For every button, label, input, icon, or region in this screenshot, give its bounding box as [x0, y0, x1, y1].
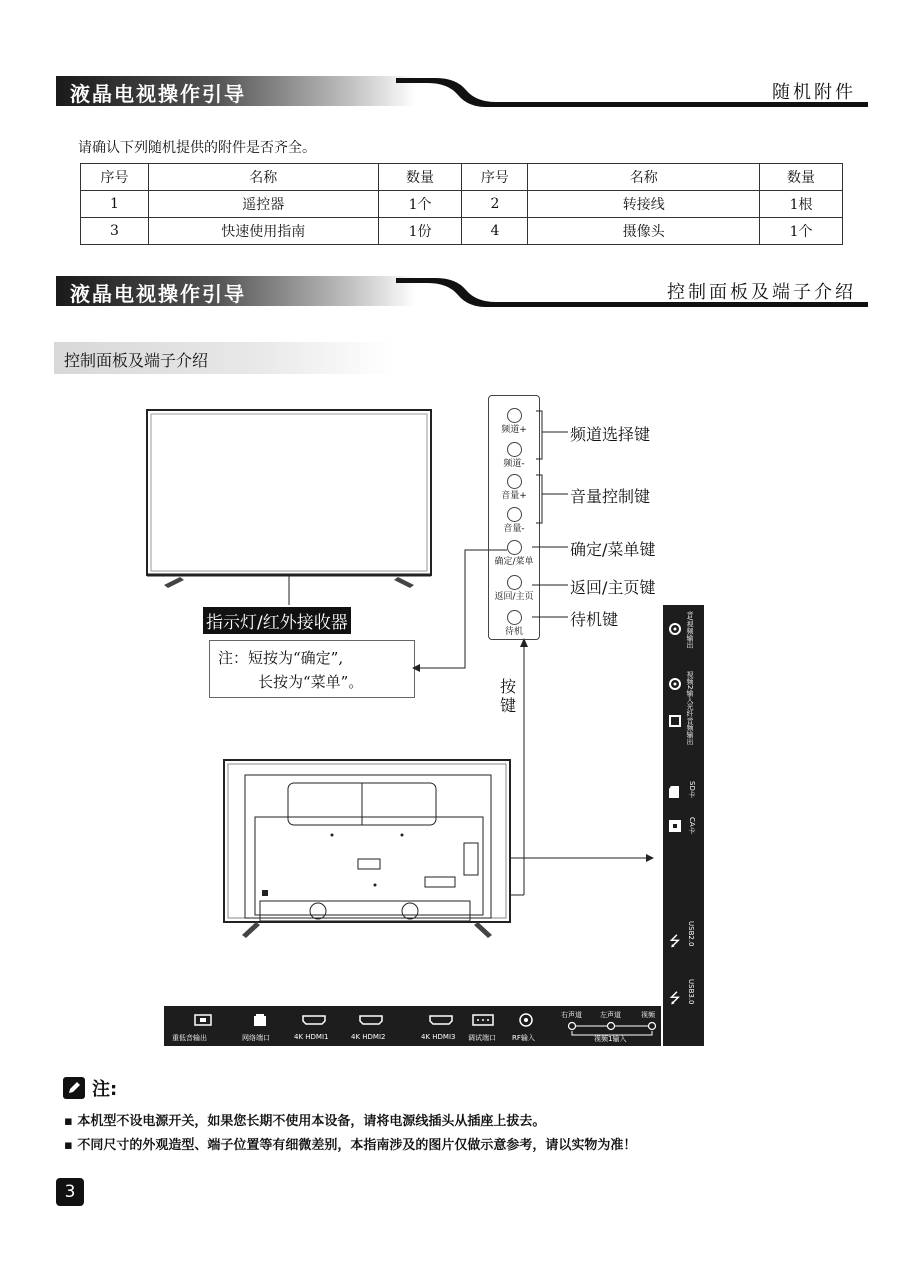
sd-card-slot-icon[interactable] [668, 785, 682, 799]
table-cell: 1个 [760, 218, 843, 245]
key-label: 返回/主页 [494, 592, 534, 602]
keys-label: 按键 [500, 677, 517, 715]
table-header: 序号 [81, 164, 149, 191]
subheading: 控制面板及端子介绍 [64, 351, 209, 370]
back-home-button[interactable] [507, 575, 522, 590]
av-label-video: 视频 [641, 1011, 655, 1019]
callout-channel: 频道选择键 [570, 425, 651, 444]
table-row [81, 191, 843, 218]
port-label: 音/视频输出 [686, 611, 694, 649]
ok-menu-button[interactable] [507, 540, 522, 555]
video2-in-jack-icon[interactable] [668, 677, 682, 691]
table-cell: 1个 [378, 191, 462, 218]
port-label: 调试端口 [468, 1034, 496, 1042]
subwoofer-port-icon[interactable] [194, 1014, 212, 1026]
header-section-name: 随机附件 [772, 82, 856, 103]
table-cell: 遥控器 [148, 191, 378, 218]
note-line-1: 注：短按为“确定”, [218, 649, 344, 667]
ca-card-slot-icon[interactable] [668, 819, 682, 833]
port-label: USB2.0 [687, 921, 695, 947]
callout-standby: 待机键 [570, 610, 619, 629]
channel-down-button[interactable] [507, 442, 522, 457]
table-cell: 1根 [760, 191, 843, 218]
standby-button[interactable] [507, 610, 522, 625]
table-cell: 快速使用指南 [148, 218, 378, 245]
port-label: CA卡 [688, 817, 696, 834]
note-line-2: 长按为“菜单”。 [258, 673, 364, 691]
port-label: 重低音输出 [172, 1034, 207, 1042]
table-cell: 摄像头 [528, 218, 760, 245]
tv-rear-illustration [220, 755, 515, 940]
intro-text: 请确认下列随机提供的附件是否齐全。 [78, 140, 316, 156]
table-row [81, 218, 843, 245]
callout-ok-menu: 确定/菜单键 [570, 540, 656, 559]
port-label: 4K HDMI2 [351, 1033, 386, 1041]
page-number: 3 [56, 1178, 84, 1206]
header-title: 液晶电视操作引导 [70, 282, 246, 306]
note-text: 本机型不设电源开关，如果您长期不使用本设备，请将电源线插头从插座上拔去。 [77, 1114, 546, 1129]
table-header: 数量 [760, 164, 843, 191]
port-label: 4K HDMI1 [294, 1033, 329, 1041]
notes-title: 注: [92, 1079, 118, 1100]
callout-back-home: 返回/主页键 [570, 578, 656, 597]
rf-input-icon[interactable] [518, 1012, 534, 1028]
table-cell: 1 [81, 191, 149, 218]
table-header: 名称 [148, 164, 378, 191]
key-label: 音量- [503, 524, 525, 534]
header-title: 液晶电视操作引导 [70, 82, 246, 106]
volume-up-button[interactable] [507, 474, 522, 489]
port-label: SD卡 [688, 781, 696, 798]
tv-front-illustration [140, 405, 440, 605]
section-header-panel [56, 276, 868, 308]
port-label: 4K HDMI3 [421, 1033, 456, 1041]
subheading-bar [54, 342, 394, 374]
callout-volume: 音量控制键 [570, 487, 651, 506]
usb-icon[interactable]: ⭍ [669, 991, 681, 1007]
port-label: USB3.0 [687, 979, 695, 1005]
av-label-left: 左声道 [600, 1011, 621, 1019]
optical-out-icon[interactable] [668, 714, 682, 728]
av-group-label: 视频1输入 [594, 1035, 627, 1043]
indicator-label: 指示灯/红外接收器 [203, 607, 351, 634]
note-item: ▪ 不同尺寸的外观造型、端子位置等有细微差别，本指南涉及的图片仅做示意参考，请以实物为准！ [64, 1138, 637, 1153]
ethernet-port-icon[interactable] [252, 1013, 268, 1027]
port-label: 网络端口 [242, 1034, 270, 1042]
key-label: 待机 [504, 627, 523, 637]
port-label: 光纤音频输出 [686, 703, 694, 745]
table-cell: 3 [81, 218, 149, 245]
port-label: 视频2输入 [686, 671, 694, 704]
key-label: 音量+ [501, 491, 527, 501]
table-header: 序号 [462, 164, 528, 191]
table-header-row [81, 164, 843, 191]
table-header: 名称 [528, 164, 760, 191]
debug-port-icon[interactable] [472, 1014, 494, 1026]
section-header-accessories [56, 76, 868, 108]
hdmi3-port-icon[interactable] [429, 1015, 453, 1025]
key-label: 频道+ [501, 425, 527, 435]
note-text: 不同尺寸的外观造型、端子位置等有细微差别，本指南涉及的图片仅做示意参考，请以实物为准！ [77, 1138, 637, 1153]
table-header: 数量 [378, 164, 462, 191]
accessories-table [80, 163, 843, 245]
channel-up-button[interactable] [507, 408, 522, 423]
table-cell: 转接线 [528, 191, 760, 218]
hdmi1-port-icon[interactable] [302, 1015, 326, 1025]
side-port-panel [663, 605, 704, 1046]
table-cell: 4 [462, 218, 528, 245]
av-out-jack-icon[interactable] [668, 622, 682, 636]
volume-down-button[interactable] [507, 507, 522, 522]
key-label: 频道- [503, 459, 525, 469]
bottom-port-panel [164, 1006, 661, 1046]
table-cell: 2 [462, 191, 528, 218]
header-section-name: 控制面板及端子介绍 [667, 282, 856, 303]
port-label: RF输入 [512, 1034, 535, 1042]
note-item: ▪ 本机型不设电源开关，如果您长期不使用本设备，请将电源线插头从插座上拔去。 [64, 1114, 546, 1129]
table-cell: 1份 [378, 218, 462, 245]
hdmi2-port-icon[interactable] [359, 1015, 383, 1025]
key-note-box [209, 640, 415, 698]
key-label: 确定/菜单 [494, 557, 534, 567]
av-label-right: 右声道 [561, 1011, 582, 1019]
usb-icon[interactable]: ⭍ [669, 934, 681, 950]
pencil-icon [63, 1077, 85, 1099]
